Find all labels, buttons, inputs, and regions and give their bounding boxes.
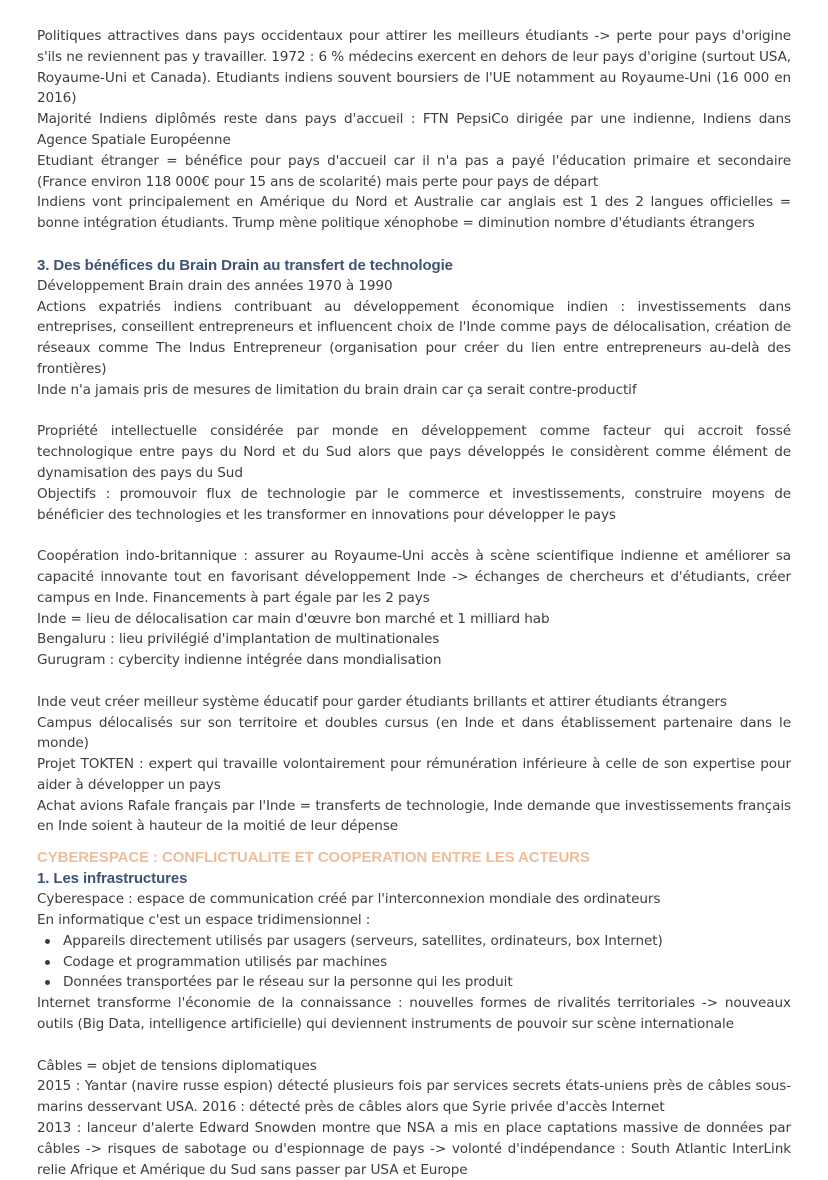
paragraph-intellectual-property: Propriété intellectuelle considérée par monde en développement comme facteur qui accroit fossé technologique entre pays du Nord et du Sud alors que pays développés le considèrent comme élément de dynamisation des pays du Sud	[37, 423, 791, 481]
list-item: Codage et programmation utilisés par machines	[63, 952, 791, 973]
paragraph-graduates: Majorité Indiens diplômés reste dans pays d'accueil : FTN PepsiCo dirigée par une indienne, Indiens dans Agence Spatiale Européenne	[37, 111, 791, 148]
paragraph-rafale: Achat avions Rafale français par l'Inde = transferts de technologie, Inde demande que investissements français en Inde soient à hauteur de la moitié de leur dépense	[37, 797, 791, 835]
paragraph-policies: Politiques attractives dans pays occidentaux pour attirer les meilleurs étudiants -> perte pour pays d'origine s'ils ne reviennent pas y travailler. 1972 : 6 % médecins exercent en dehors de leur pays d'origine (surtout USA, Royaume-Uni et Canada). Etudiants indiens souvent boursiers de l'UE notamment au Royaume-Uni (16 000 en 2016)	[37, 28, 791, 107]
spacer	[37, 837, 791, 847]
section-heading-infrastructures: 1. Les infrastructures	[37, 870, 188, 888]
spacer	[37, 525, 791, 546]
paragraph-education-system: Inde veut créer meilleur système éducatif pour garder étudiants brillants et attirer étudiants étrangers	[37, 693, 727, 710]
spacer	[37, 401, 791, 422]
section-heading-brain-drain: 3. Des bénéfices du Brain Drain au transfert de technologie	[37, 256, 453, 274]
spacer	[37, 1035, 791, 1056]
paragraph-knowledge-economy: Internet transforme l'économie de la connaissance : nouvelles formes de rivalités territoriales -> nouveaux outils (Big Data, intelligence artificielle) qui deviennent instruments de pouvoir sur scène internationale	[37, 995, 791, 1033]
paragraph-yantar: 2015 : Yantar (navire russe espion) détecté plusieurs fois par services secrets états-uniens près de câbles sous-marins desservant USA. 2016 : détecté près de câbles alors que Syrie privée d'accès Internet	[37, 1078, 791, 1116]
paragraph-bengaluru: Bengaluru : lieu privilégié d'implantation de multinationales	[37, 631, 440, 648]
chapter-title-cyberespace: CYBERESPACE : CONFLICTUALITE ET COOPERATION ENTRE LES ACTEURS	[37, 849, 590, 867]
paragraph-no-limitation: Inde n'a jamais pris de mesures de limitation du brain drain car ça serait contre-productif	[37, 381, 637, 398]
paragraph-tridimensional: En informatique c'est un espace tridimensionnel :	[37, 912, 371, 929]
paragraph-gurugram: Gurugram : cybercity indienne intégrée dans mondialisation	[37, 652, 442, 669]
paragraph-campuses: Campus délocalisés sur son territoire et doubles cursus (en Inde et dans établissement partenaire dans le monde)	[37, 714, 791, 752]
paragraph-expatriate-actions: Actions expatriés indiens contribuant au développement économique indien : investissements dans entreprises, conseillent entrepreneurs et influencent choix de l'Inde comme pays de délocalisation, création de réseaux comme The Indus Entrepreneur (organisation pour créer du lien entre entrepreneurs au-delà des frontières)	[37, 298, 791, 377]
paragraph-tokten: Projet TOKTEN : expert qui travaille volontairement pour rémunération inférieure à celle de son expertise pour aider à développer un pays	[37, 756, 791, 793]
paragraph-objectives: Objectifs : promouvoir flux de technologie par le commerce et investissements, construire moyens de bénéficier des technologies et les transformer en innovations pour développer le pays	[37, 485, 791, 523]
list-item: Appareils directement utilisés par usagers (serveurs, satellites, ordinateurs, box Internet)	[63, 931, 791, 952]
bullet-list-dimensions	[37, 931, 791, 993]
paragraph-brain-drain-period: Développement Brain drain des années 1970 à 1990	[37, 277, 393, 294]
paragraph-foreign-student: Etudiant étranger = bénéfice pour pays d'accueil car il n'a pas a payé l'éducation primaire et secondaire (France environ 118 000€ pour 15 ans de scolarité) mais perte pour pays de départ	[37, 152, 791, 190]
list-item: Données transportées par le réseau sur la personne qui les produit	[63, 972, 791, 993]
paragraph-destinations: Indiens vont principalement en Amérique du Nord et Australie car anglais est 1 des 2 langues officielles = bonne intégration étudiants. Trump mène politique xénophobe = diminution nombre d'étudiants étrangers	[37, 194, 791, 232]
paragraph-cyberespace-definition: Cyberespace : espace de communication créé par l'interconnexion mondiale des ordinateurs	[37, 891, 661, 908]
paragraph-indo-british: Coopération indo-britannique : assurer au Royaume-Uni accès à scène scientifique indienne et améliorer sa capacité innovante tout en favorisant développement Inde -> échanges de chercheurs et d'étudiants, créer campus en Inde. Financements à part égale par les 2 pays	[37, 548, 791, 606]
spacer	[37, 671, 791, 692]
spacer	[37, 234, 791, 255]
paragraph-relocation: Inde = lieu de délocalisation car main d'œuvre bon marché et 1 milliard hab	[37, 610, 550, 627]
paragraph-snowden: 2013 : lanceur d'alerte Edward Snowden montre que NSA a mis en place captations massive de données par câbles -> risques de sabotage ou d'espionnage de pays -> volonté d'indépendance : South Atlantic InterLink relie Afrique et Amérique du Sud sans passer par USA et Europe	[37, 1120, 791, 1178]
paragraph-cables: Câbles = objet de tensions diplomatiques	[37, 1057, 317, 1074]
